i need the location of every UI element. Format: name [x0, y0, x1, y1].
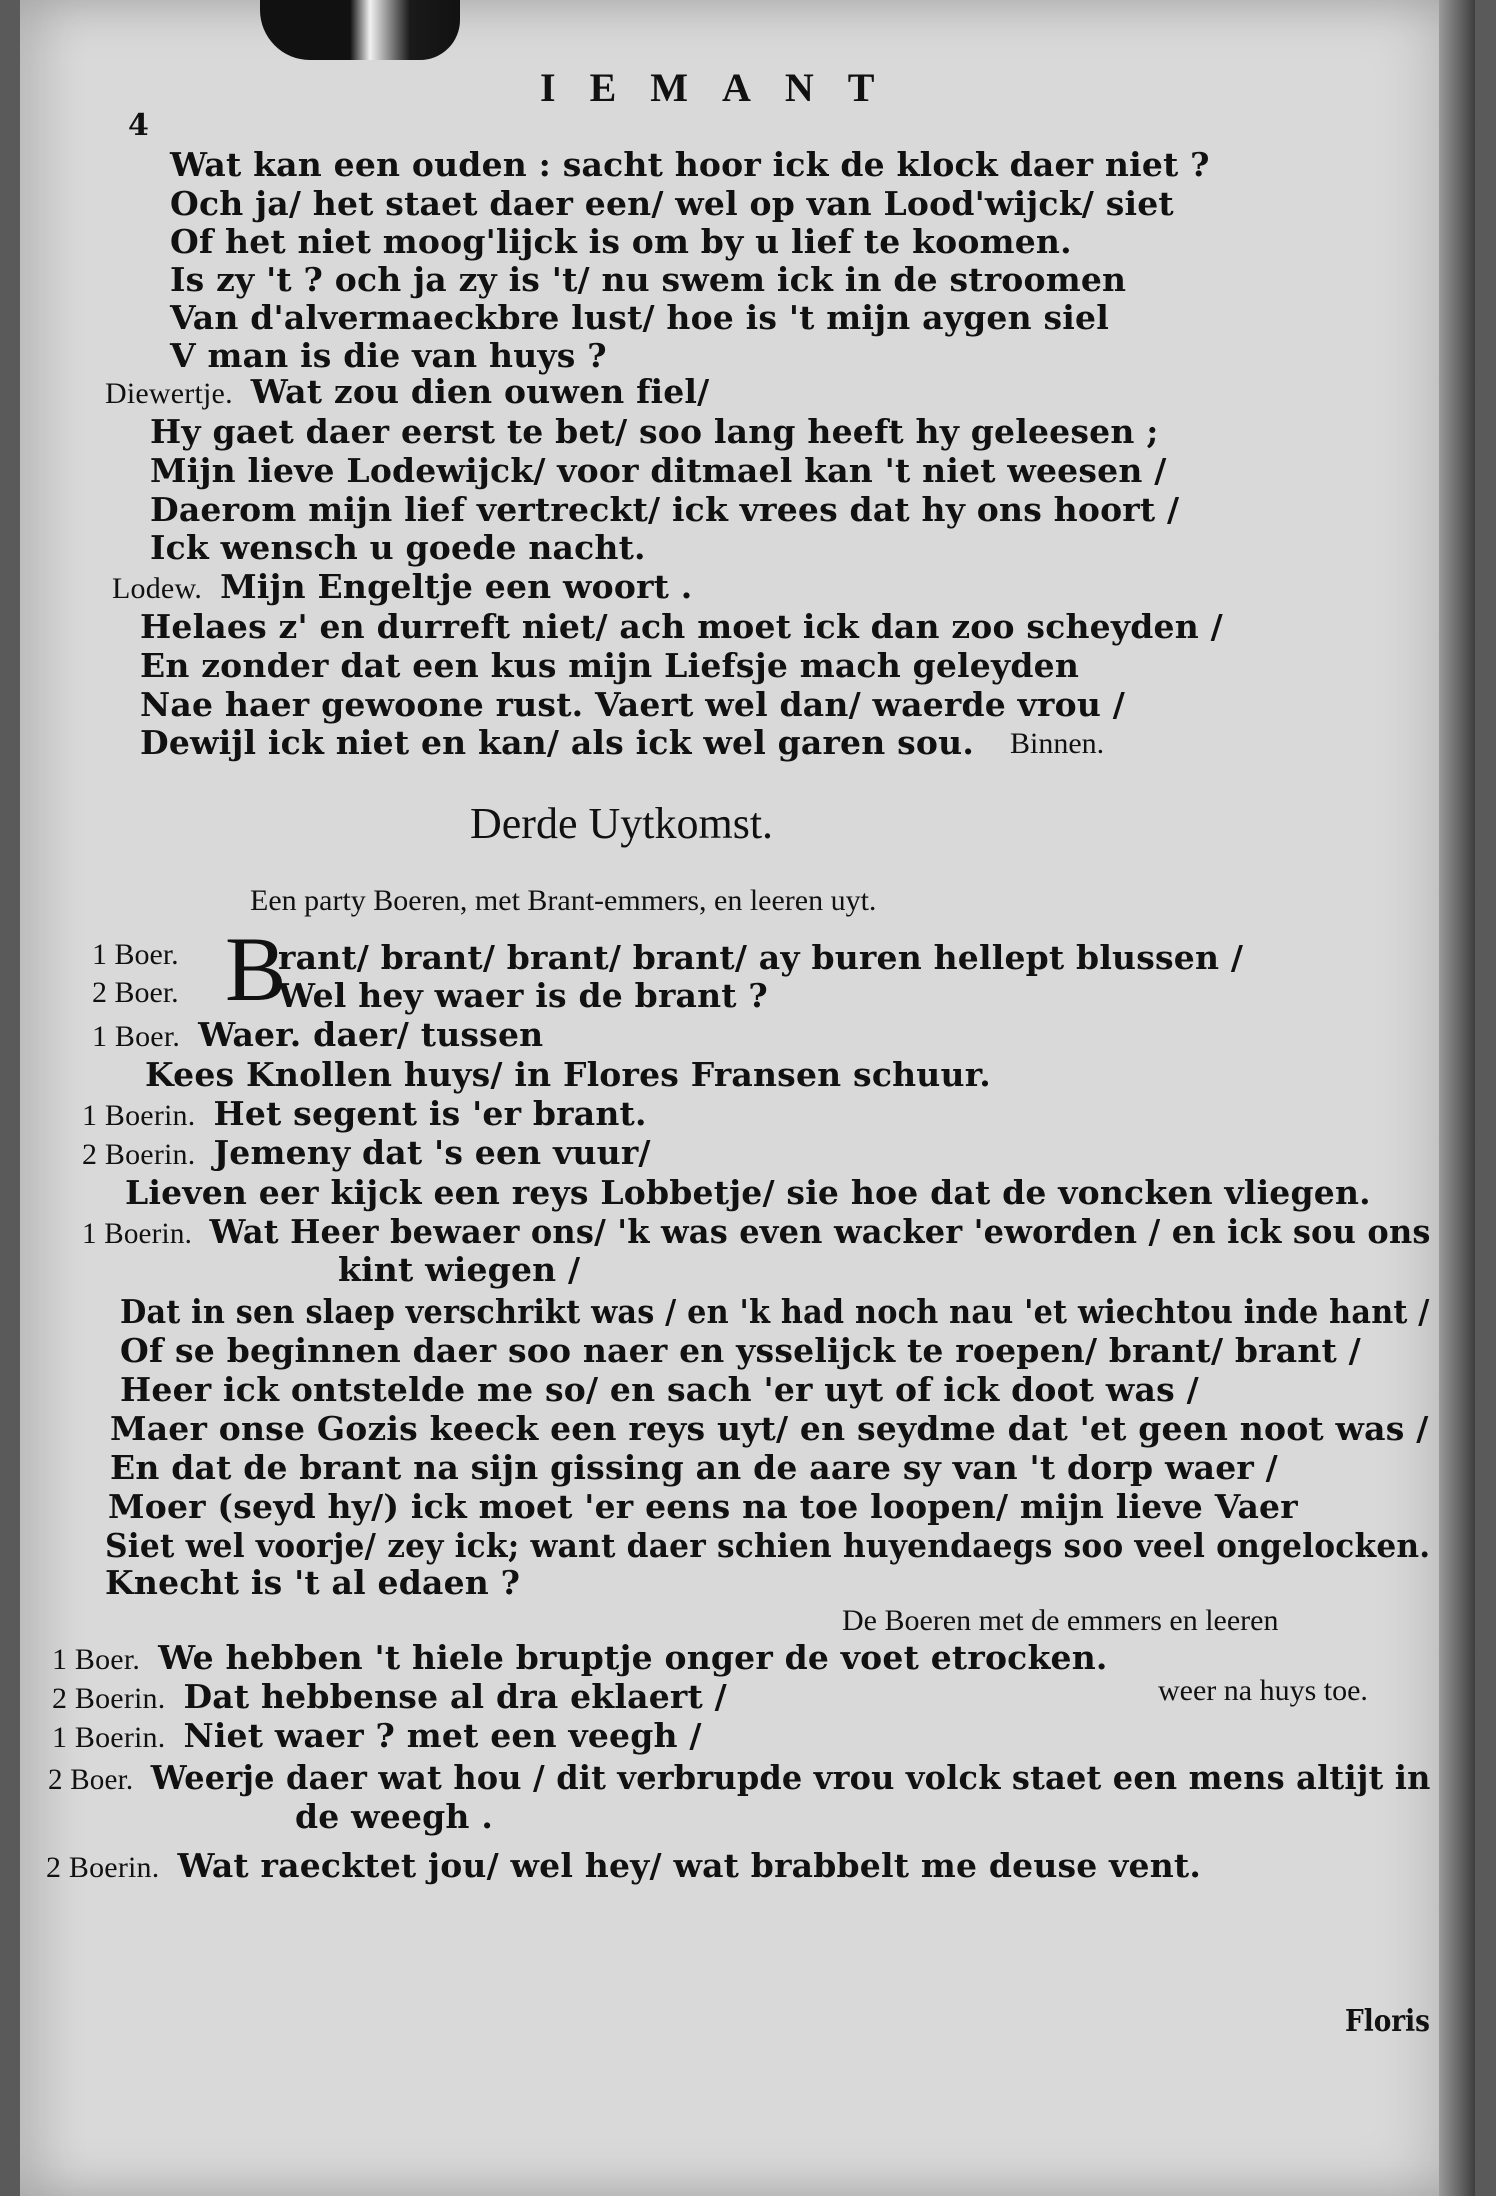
dialogue-line: rant/ brant/ brant/ brant/ ay buren hellept blussen / [278, 938, 1244, 977]
dialogue-line [82, 1094, 647, 1133]
dialogue-line: Maer onse Gozis keeck een reys uyt/ en seydme dat 'et geen noot was / [110, 1409, 1429, 1448]
stage-direction: Een party Boeren, met Brant-emmers, en leeren uyt. [250, 884, 877, 917]
dialogue-line: En zonder dat een kus mijn Liefsje mach geleyden [140, 646, 1080, 685]
dialogue-line: Siet wel voorje/ zey ick; want daer schien huyendaegs soo veel ongelocken. [105, 1526, 1431, 1565]
dialogue-line: Helaes z' en durreft niet/ ach moet ick dan zoo scheyden / [140, 607, 1223, 646]
line-text: We hebben 't hiele bruptje onger de voet etrocken. [158, 1638, 1108, 1677]
speaker-label: 1 Boer. [52, 1643, 141, 1676]
line-text: Wat zou dien ouwen fiel/ [250, 372, 710, 411]
dialogue-line: Mijn lieve Lodewijck/ voor ditmael kan 't niet weesen / [150, 451, 1167, 490]
speaker-label: 1 Boer. [92, 938, 179, 971]
line-text: Dat hebbense al dra eklaert / [183, 1677, 727, 1716]
dialogue-line [112, 567, 692, 606]
dialogue-line: Dat in sen slaep verschrikt was / en 'k had noch nau 'et wiechtou inde hant / [120, 1292, 1430, 1331]
line-text: Weerje daer wat hou / dit verbrupde vrou volck staet een mens altijt in [150, 1758, 1431, 1797]
speaker-label: 1 Boerin. [52, 1721, 166, 1754]
section-title: Derde Uytkomst. [470, 799, 774, 848]
dialogue-line [52, 1638, 1108, 1677]
line-text: Niet waer ? met een veegh / [183, 1716, 702, 1755]
running-title: IEMANT [540, 65, 909, 110]
speaker-label: 2 Boer. [48, 1763, 134, 1796]
dialogue-line [82, 1133, 651, 1172]
dialogue-line [48, 1758, 1431, 1797]
verse-line: Is zy 't ? och ja zy is 't/ nu swem ick in de stroomen [170, 260, 1127, 299]
line-text: Jemeny dat 's een vuur/ [213, 1133, 651, 1172]
line-text: Het segent is 'er brant. [213, 1094, 647, 1133]
speaker-label: 1 Boer. [92, 1020, 181, 1053]
dialogue-line: Heer ick ontstelde me so/ en sach 'er uyt of ick doot was / [120, 1370, 1199, 1409]
speaker-label: 2 Boerin. [52, 1682, 166, 1715]
speaker-label: Diewertje. [105, 377, 233, 410]
dialogue-line: Ick wensch u goede nacht. [150, 528, 646, 567]
line-text: Waer. daer/ tussen [198, 1015, 544, 1054]
page-edge [1439, 0, 1475, 2196]
catchword: Floris [1345, 2004, 1430, 2039]
drop-cap: B [225, 918, 287, 1020]
line-text: Wat Heer bewaer ons/ 'k was even wacker 'eworden / en ick sou ons [209, 1212, 1431, 1251]
stage-direction: weer na huys toe. [1158, 1674, 1368, 1707]
verse-line: Van d'alvermaeckbre lust/ hoe is 't mijn aygen siel [170, 298, 1109, 337]
dialogue-line: Knecht is 't al edaen ? [105, 1563, 521, 1602]
dialogue-line [52, 1716, 702, 1755]
dialogue-line: de weegh . [295, 1797, 494, 1836]
verse-line: V man is die van huys ? [170, 336, 607, 375]
dialogue-line [105, 372, 709, 411]
dialogue-line [92, 1015, 543, 1054]
dialogue-line: Wel hey waer is de brant ? [278, 976, 768, 1015]
dialogue-line [82, 1212, 1431, 1251]
line-text: Mijn Engeltje een woort . [220, 567, 693, 606]
dialogue-line: Of se beginnen daer soo naer en ysselijck te roepen/ brant/ brant / [120, 1331, 1361, 1370]
dialogue-line: En dat de brant na sijn gissing an de aare sy van 't dorp waer / [110, 1448, 1278, 1487]
dialogue-line [52, 1677, 727, 1716]
show-through-text [1080, 70, 1440, 114]
page-number: 4 [128, 108, 149, 143]
dialogue-line: Kees Knollen huys/ in Flores Fransen schuur. [145, 1055, 991, 1094]
speaker-label: Lodew. [112, 572, 203, 605]
book-page [20, 0, 1475, 2196]
dialogue-line: Nae haer gewoone rust. Vaert wel dan/ waerde vrou / [140, 685, 1125, 724]
dialogue-line: kint wiegen / [338, 1250, 581, 1289]
speaker-label: 1 Boerin. [82, 1217, 193, 1250]
bookmark-ribbon [260, 0, 460, 60]
dialogue-line [46, 1846, 1201, 1885]
speaker-label: 2 Boerin. [82, 1138, 196, 1171]
dialogue-line: Dewijl ick niet en kan/ als ick wel garen sou. [140, 723, 975, 762]
stage-direction: De Boeren met de emmers en leeren [842, 1604, 1279, 1637]
dialogue-line: Moer (seyd hy/) ick moet 'er eens na toe loopen/ mijn lieve Vaer [108, 1487, 1298, 1526]
verse-line: Wat kan een ouden : sacht hoor ick de klock daer niet ? [170, 145, 1210, 184]
line-text: Wat raecktet jou/ wel hey/ wat brabbelt me deuse vent. [177, 1846, 1202, 1885]
speaker-label: 2 Boer. [92, 976, 179, 1009]
speaker-label: 1 Boerin. [82, 1099, 196, 1132]
dialogue-line: Hy gaet daer eerst te bet/ soo lang heeft hy geleesen ; [150, 412, 1159, 451]
speaker-label: 2 Boerin. [46, 1851, 160, 1884]
dialogue-line: Daerom mijn lief vertreckt/ ick vrees dat hy ons hoort / [150, 490, 1180, 529]
verse-line: Och ja/ het staet daer een/ wel op van Lood'wijck/ siet [170, 184, 1174, 223]
verse-line: Of het niet moog'lijck is om by u lief te koomen. [170, 222, 1072, 261]
dialogue-line: Lieven eer kijck een reys Lobbetje/ sie hoe dat de voncken vliegen. [125, 1173, 1371, 1212]
exit-direction: Binnen. [1010, 727, 1105, 760]
